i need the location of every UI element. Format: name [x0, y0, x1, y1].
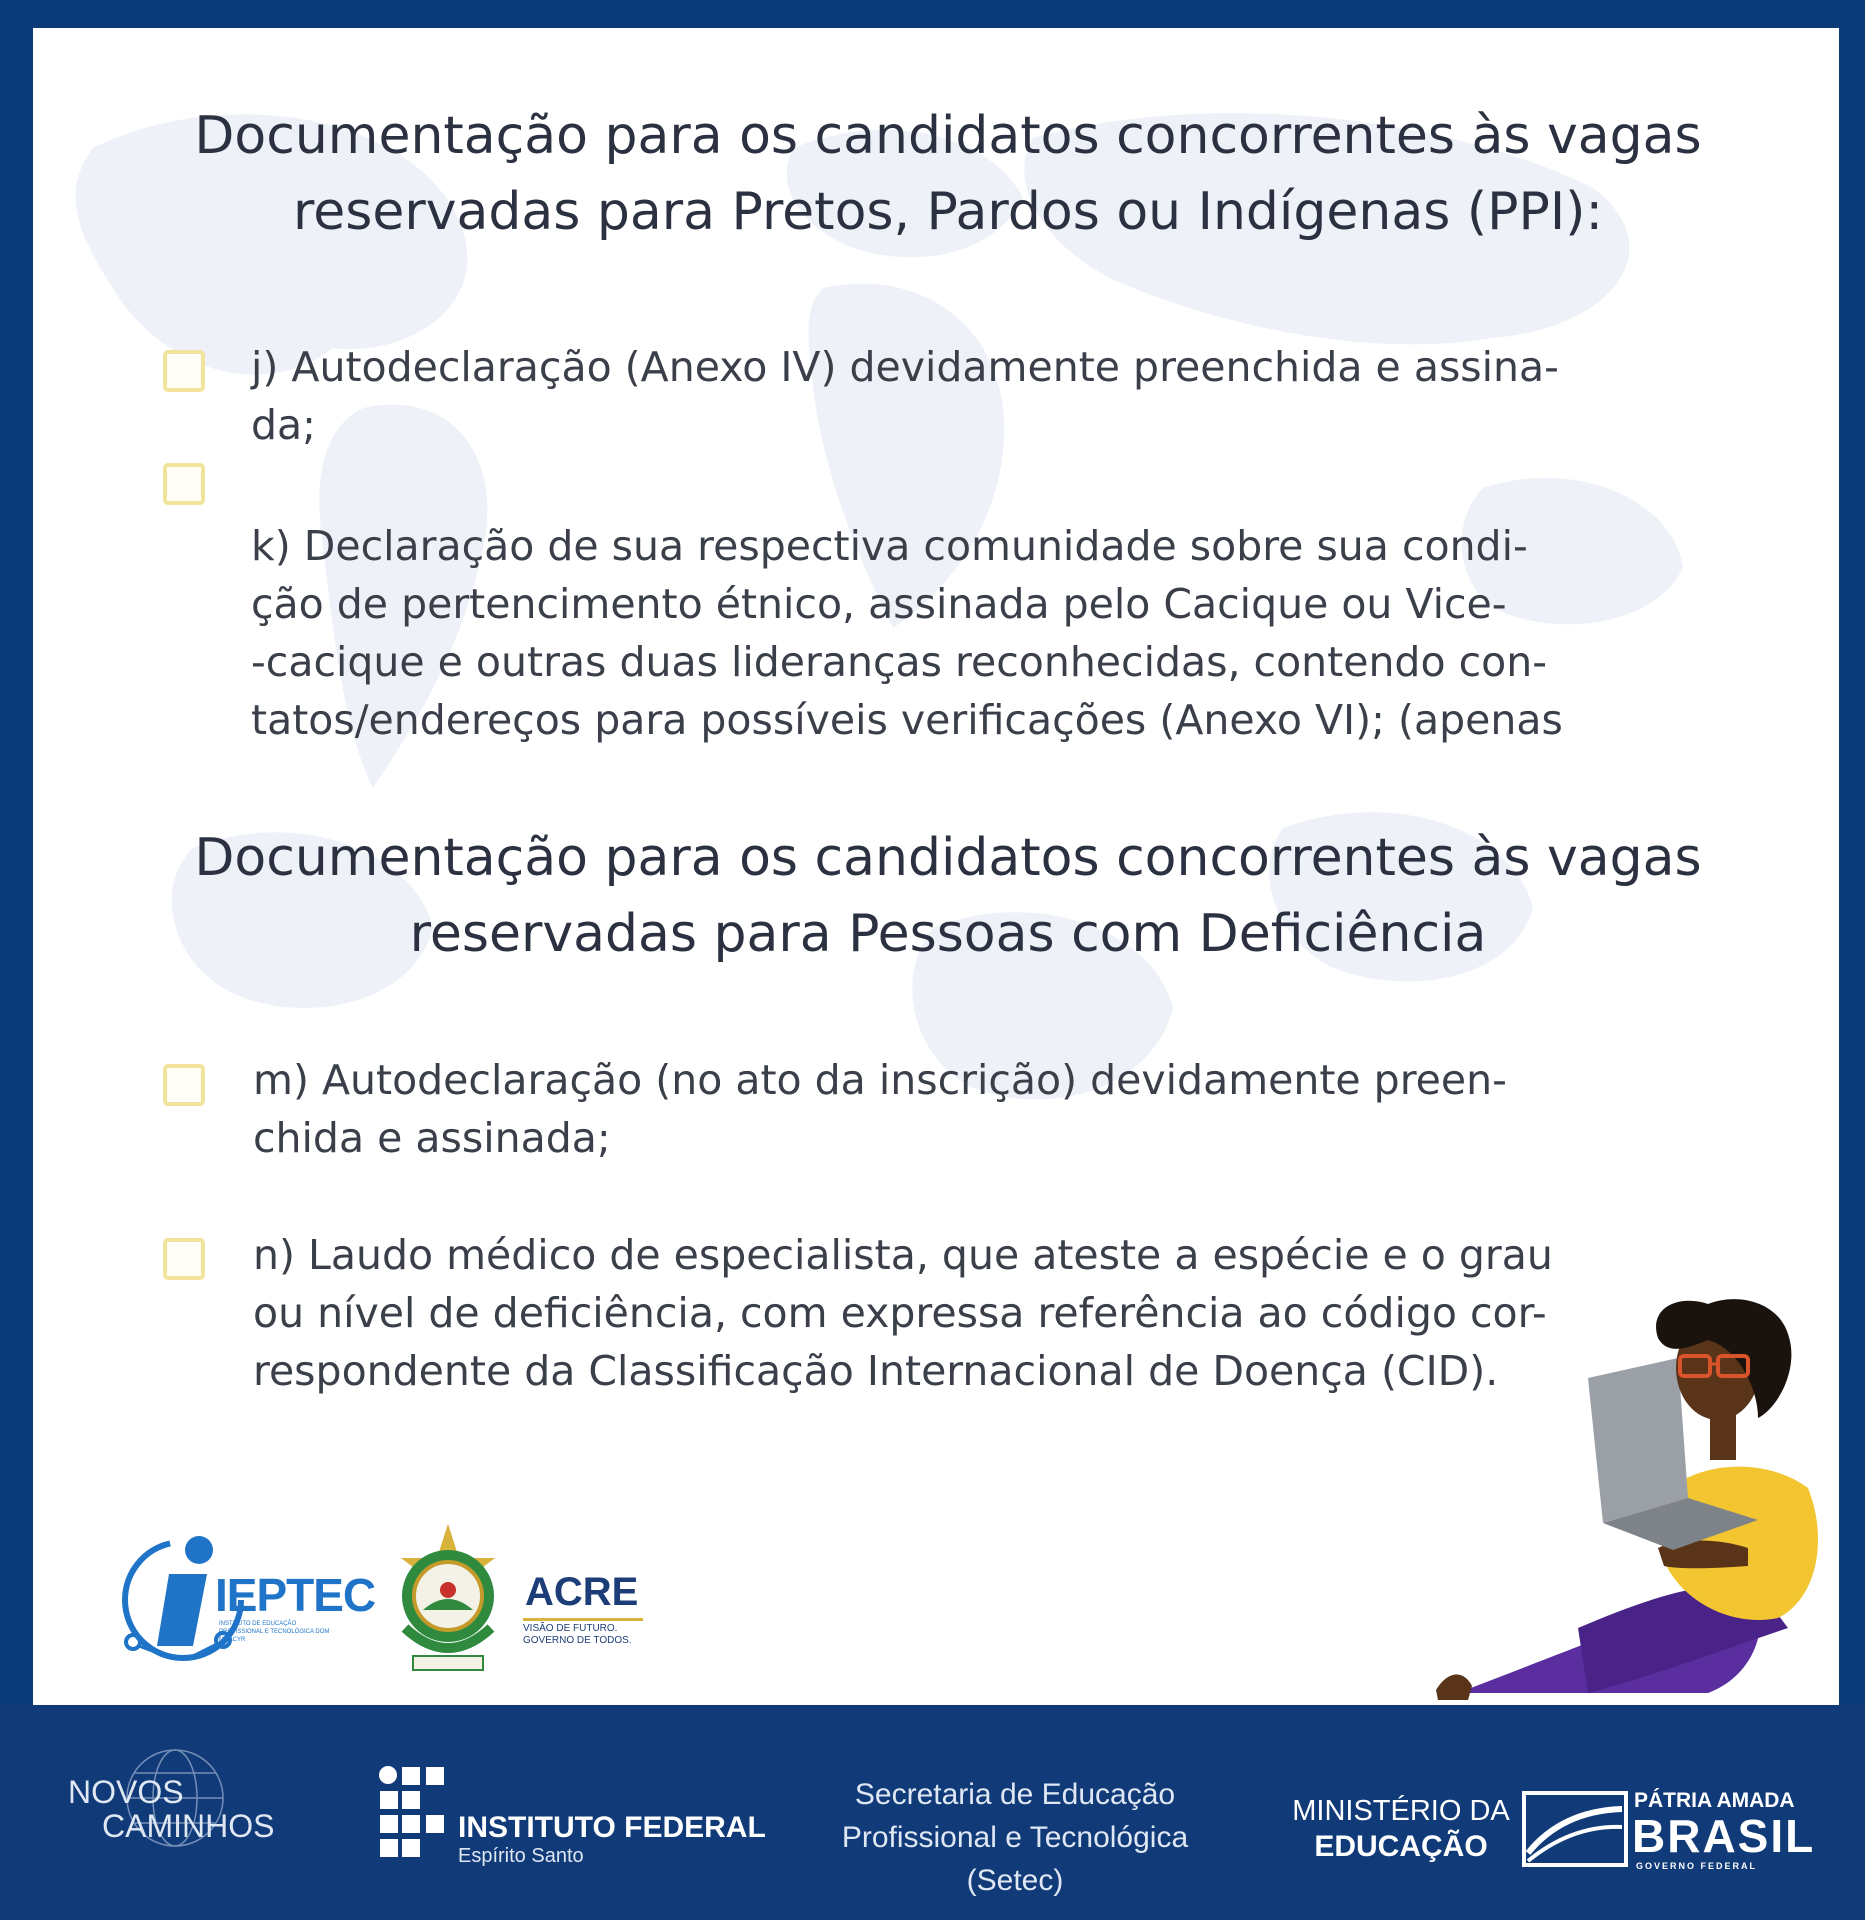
checkbox-item-k[interactable]: [163, 463, 205, 505]
novos-caminhos-line1: NOVOS: [68, 1774, 184, 1810]
brasil-line1: PÁTRIA AMADA: [1634, 1789, 1795, 1812]
footer-bar: [0, 1705, 1865, 1920]
acre-logo: [383, 1518, 683, 1688]
mec-line1: MINISTÉRIO DA: [1292, 1795, 1510, 1827]
setec-line3: (Setec): [966, 1864, 1064, 1897]
acre-coat-of-arms-icon: [383, 1518, 513, 1688]
ieptec-logo: [111, 1528, 376, 1678]
ieptec-name: IEPTEC: [215, 1569, 376, 1621]
instituto-federal-emblem-icon: [378, 1765, 448, 1859]
brasil-line3: GOVERNO FEDERAL: [1636, 1861, 1758, 1871]
checkbox-item-j[interactable]: [163, 350, 205, 392]
setec-block: [800, 1773, 1230, 1902]
acre-tagline: VISÃO DE FUTURO. GOVERNO DE TODOS.: [523, 1618, 643, 1647]
ieptec-subtitle: INSTITUTO DE EDUCAÇÃO PROFISSIONAL E TECNOLÓGICA DOM MOACYR: [219, 1621, 330, 1643]
pcd-section-heading: Documentação para os candidatos concorrentes às vagas reservadas para Pessoas com Deficiência: [194, 828, 1702, 964]
if-name: INSTITUTO FEDERAL: [458, 1811, 766, 1844]
content-card: [33, 28, 1839, 1705]
person-with-laptop-illustration: [1428, 1298, 1839, 1705]
item-j-text: j) Autodeclaração (Anexo IV) devidamente preenchida e assina- da;: [251, 343, 1559, 449]
brasil-line2: BRASIL: [1632, 1810, 1816, 1862]
mec-line2: EDUCAÇÃO: [1314, 1830, 1488, 1863]
checkbox-item-n[interactable]: [163, 1238, 205, 1280]
if-campus: Espírito Santo: [458, 1845, 584, 1867]
setec-line2: Profissional e Tecnológica: [841, 1821, 1189, 1854]
item-n-text: n) Laudo médico de especialista, que ateste a espécie e o grau ou nível de deficiência, com expressa referência ao código cor- respondente da Classificação Internacional de Doença (CID).: [253, 1231, 1553, 1395]
item-k-text: k) Declaração de sua respectiva comunidade sobre sua condi- ção de pertencimento étnico, assinada pelo Cacique ou Vice- -cacique e outras duas lideranças reconhecidas, contendo con- tatos/endereços para possíveis verificações (Anexo VI); (apenas: [251, 522, 1563, 744]
item-m-text: m) Autodeclaração (no ato da inscrição) devidamente preen- chida e assinada;: [253, 1056, 1507, 1162]
mec-block: [1286, 1793, 1516, 1865]
ppi-section-heading: Documentação para os candidatos concorrentes às vagas reservadas para Pretos, Pardos ou Indígenas (PPI):: [194, 106, 1702, 242]
brasil-flag-icon: [1522, 1791, 1628, 1867]
novos-caminhos-line2: CAMINHOS: [102, 1808, 275, 1844]
acre-name: ACRE: [525, 1570, 639, 1614]
checkbox-item-m[interactable]: [163, 1064, 205, 1106]
setec-line1: Secretaria de Educação: [854, 1778, 1176, 1811]
